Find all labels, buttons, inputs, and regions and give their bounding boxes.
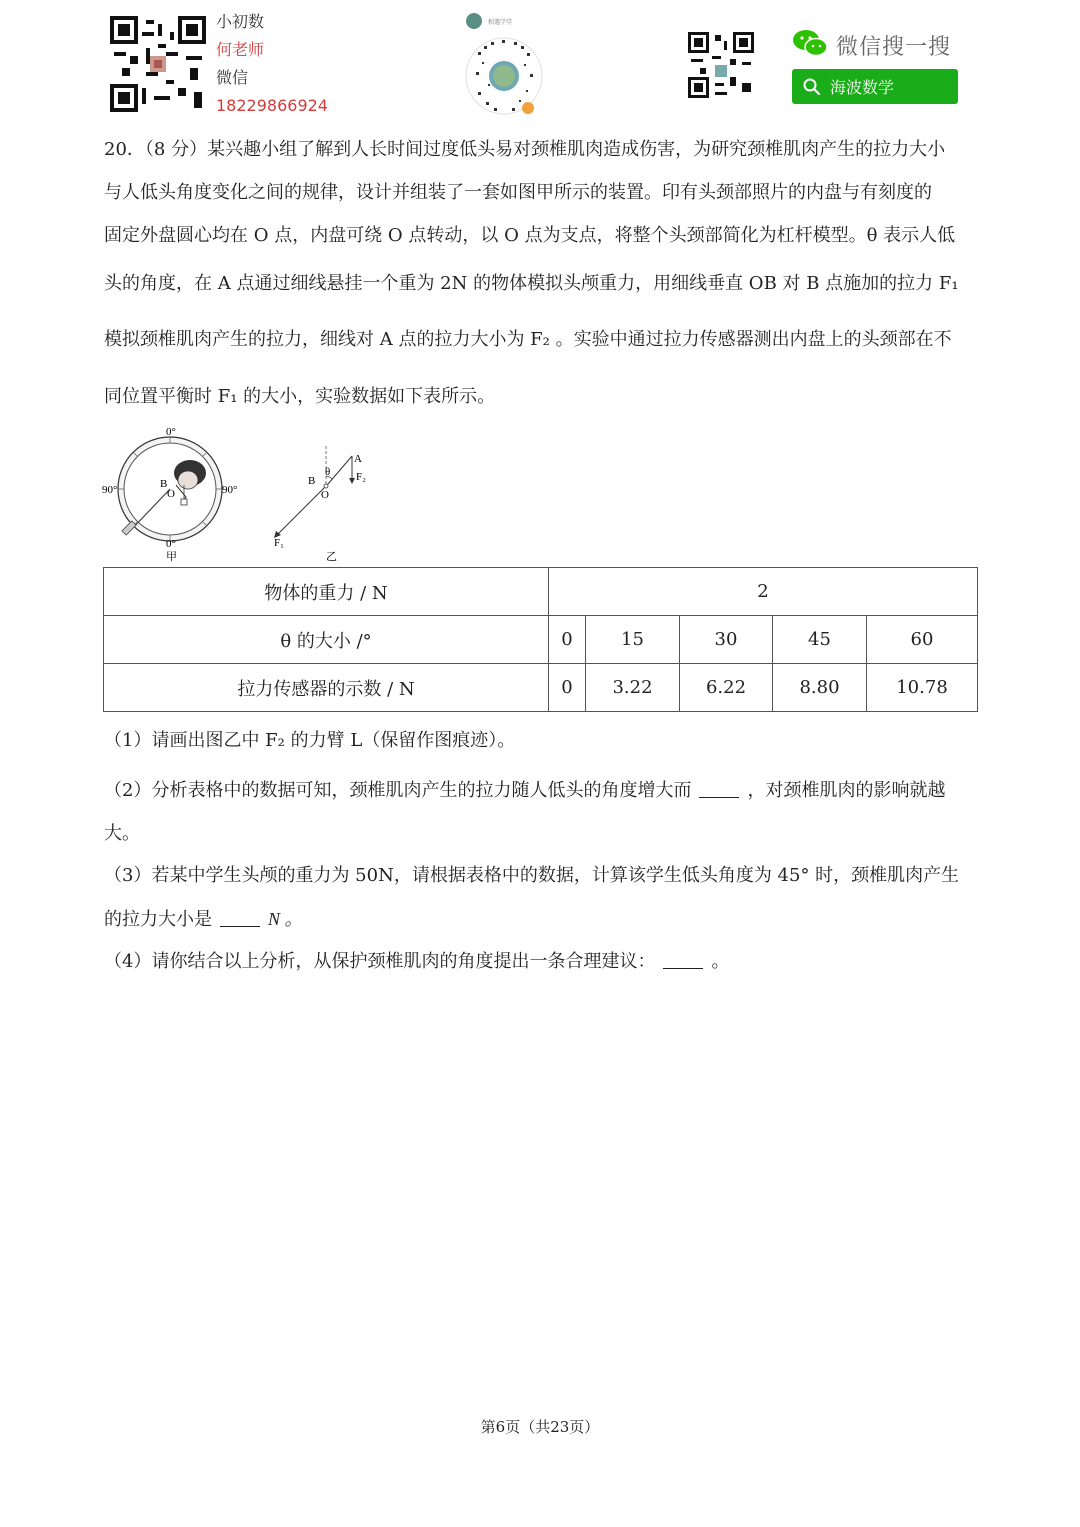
question-line-1: 20．（8 分）某兴趣小组了解到人长时间过度低头易对颈椎肌肉造成伤害，为研究颈椎肌肉产生的拉力大小 <box>104 139 946 160</box>
point-o-label: O <box>321 489 329 501</box>
angle-cell: 30 <box>680 616 773 664</box>
contact-line-2: 何老师 <box>216 40 265 59</box>
subquestion-4 <box>104 951 978 973</box>
subquestion-3-line-2 <box>104 908 978 931</box>
qr-code-teacher <box>110 16 206 112</box>
answer-blank[interactable] <box>663 952 703 969</box>
mini-app-label: 相遇学堂 <box>488 19 513 26</box>
f2-label: F₂ <box>356 471 366 483</box>
tick-bottom-label: 0° <box>166 538 176 550</box>
wechat-search-button-label: 海波数学 <box>830 78 895 97</box>
figure-yi <box>262 440 372 564</box>
row-label-sensor: 拉力传感器的示数 / N <box>104 664 549 712</box>
tick-left-label: 90° <box>102 484 118 496</box>
question-line-6: 同位置平衡时 F₁ 的大小，实验数据如下表所示。 <box>104 386 496 407</box>
question-line-5: 模拟颈椎肌肉产生的拉力，细线对 A 点的拉力大小为 F₂ 。实验中通过拉力传感器测出内盘上的头颈部在不 <box>104 329 952 350</box>
wechat-search-button[interactable] <box>792 69 958 104</box>
f1-label: F₁ <box>274 537 284 549</box>
sensor-cell: 0 <box>549 664 586 712</box>
row-label-angle: θ 的大小 /° <box>104 616 549 664</box>
sensor-cell: 10.78 <box>867 664 978 712</box>
subquestion-2 <box>104 780 978 802</box>
subquestion-4-end: 。 <box>711 951 730 972</box>
weight-value: 2 <box>549 568 978 616</box>
theta-label: θ <box>325 466 331 478</box>
table-row-sensor <box>104 664 978 712</box>
qr-code-icon <box>110 16 206 112</box>
angle-cell: 45 <box>773 616 867 664</box>
point-b-label: B <box>160 478 168 490</box>
table-row-angle <box>104 616 978 664</box>
subquestion-1: （1）请画出图乙中 F₂ 的力臂 L（保留作图痕迹）。 <box>104 730 516 751</box>
tick-right-label: 90° <box>222 484 238 496</box>
contact-phone: 18229866924 <box>216 96 328 115</box>
angle-cell: 60 <box>867 616 978 664</box>
sensor-cell: 8.80 <box>773 664 867 712</box>
question-line-4: 头的角度，在 A 点通过细线悬挂一个重为 2N 的物体模拟头颅重力，用细线垂直 OB 对 B 点施加的拉力 F₁ <box>104 273 959 294</box>
figure-jia-caption: 甲 <box>166 551 177 563</box>
answer-blank[interactable] <box>220 910 260 927</box>
wechat-search-title: 微信搜一搜 <box>836 35 952 60</box>
subquestion-2-text: （2）分析表格中的数据可知，颈椎肌肉产生的拉力随人低头的角度增大而 <box>104 780 692 801</box>
angle-cell: 15 <box>586 616 680 664</box>
figure-yi-caption: 乙 <box>326 551 337 563</box>
search-icon <box>802 77 822 97</box>
wechat-logo-icon <box>792 28 828 60</box>
point-a-label: A <box>354 453 362 465</box>
subquestion-3: （3）若某中学生头颅的重力为 50N，请根据表格中的数据，计算该学生低头角度为 45° 时，颈椎肌肉产生 <box>104 865 960 886</box>
subquestion-2-line-2: 大。 <box>104 823 140 844</box>
question-line-2: 与人低头角度变化之间的规律，设计并组装了一套如图甲所示的装置。印有头颈部照片的内盘与有刻度的 <box>104 182 932 203</box>
question-line-3: 固定外盘圆心均在 O 点，内盘可绕 O 点转动，以 O 点为支点，将整个头颈部简化为杠杆模型。θ 表示人低 <box>104 225 956 246</box>
data-table <box>103 567 978 712</box>
contact-line-3: 微信 <box>216 68 249 87</box>
point-b-label: B <box>308 475 316 487</box>
angle-cell: 0 <box>549 616 586 664</box>
tick-top-label: 0° <box>166 426 176 438</box>
table-row-weight <box>104 568 978 616</box>
answer-blank[interactable] <box>699 781 739 798</box>
subquestion-2-text-cont: ，对颈椎肌肉的影响就越 <box>747 780 946 801</box>
page-number: 第6页（共23页） <box>480 1418 600 1436</box>
sensor-cell: 6.22 <box>680 664 773 712</box>
row-label-weight: 物体的重力 / N <box>104 568 549 616</box>
subquestion-3-text: 的拉力大小是 <box>104 909 212 930</box>
mini-program-code <box>464 12 544 120</box>
contact-line-1: 小初数 <box>216 12 265 31</box>
figure-jia <box>100 425 250 565</box>
sensor-cell: 3.22 <box>586 664 680 712</box>
subquestion-3-unit: N 。 <box>268 909 303 929</box>
qr-code-search <box>688 32 754 98</box>
subquestion-4-text: （4）请你结合以上分析，从保护颈椎肌肉的角度提出一条合理建议： <box>104 951 656 972</box>
qr-code-icon <box>688 32 754 98</box>
point-o-label: O <box>167 488 175 500</box>
